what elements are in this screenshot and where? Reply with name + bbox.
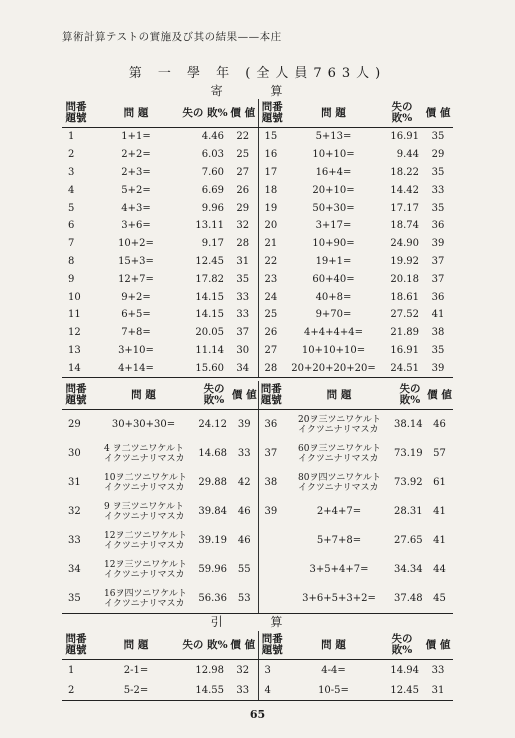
table-row xyxy=(62,199,453,217)
failure-rate: 6.69 xyxy=(201,184,224,196)
table-row xyxy=(62,439,453,468)
table-row xyxy=(62,217,453,235)
question-text: 60+40= xyxy=(312,273,355,285)
failure-rate: 9.96 xyxy=(201,202,224,214)
table-row xyxy=(62,324,453,342)
question-text: 2+2= xyxy=(121,149,151,161)
question-line: 10ヲ二ツニワケルト xyxy=(104,472,187,483)
question-text: 10+90= xyxy=(312,238,355,250)
header-value: 價 値 xyxy=(426,381,453,410)
question-value: 57 xyxy=(433,448,446,459)
table-row xyxy=(62,253,453,271)
question-number: 36 xyxy=(258,410,284,440)
question-number: 2 xyxy=(62,680,90,701)
failure-rate: 21.89 xyxy=(390,327,419,339)
question-text xyxy=(90,497,197,526)
question-text: 4-4= xyxy=(321,664,346,676)
failure-rate: 12.98 xyxy=(195,664,224,676)
question-number: 38 xyxy=(258,468,284,497)
question-text: 9+2= xyxy=(121,291,151,303)
question-text: 5+7+8= xyxy=(316,535,362,546)
table-row xyxy=(62,128,453,146)
header-rate: 失の 敗% xyxy=(381,631,423,660)
question-number: 11 xyxy=(68,309,81,321)
question-value: 39 xyxy=(423,359,453,377)
table-row xyxy=(62,468,453,497)
question-number: 2 xyxy=(68,149,75,161)
question-number: 3 xyxy=(68,166,75,178)
question-number: 30 xyxy=(68,448,81,459)
question-line: イクツニナリマスカ xyxy=(298,424,379,435)
question-value: 30 xyxy=(236,344,250,356)
header-rate: 失の 敗% xyxy=(197,381,231,410)
question-line: 12ヲ三ツニワケルト xyxy=(104,559,187,570)
failure-rate: 18.61 xyxy=(390,291,419,303)
question-number: 33 xyxy=(68,535,81,546)
question-text xyxy=(90,555,197,584)
question-line: イクツニナリマスカ xyxy=(104,453,185,464)
failure-rate: 17.82 xyxy=(195,273,224,285)
question-text xyxy=(284,410,394,440)
question-number: 23 xyxy=(258,270,286,288)
failure-rate: 14.15 xyxy=(195,309,224,321)
question-text: 6+5= xyxy=(121,309,151,321)
failure-rate: 34.34 xyxy=(394,564,423,575)
question-number: 17 xyxy=(258,164,286,182)
failure-rate: 11.14 xyxy=(195,344,224,356)
question-value: 35 xyxy=(431,131,445,143)
question-number: 1 xyxy=(68,131,75,143)
question-number: 8 xyxy=(68,255,75,267)
question-value: 41 xyxy=(433,506,446,517)
question-text xyxy=(90,439,197,468)
question-line: 4 ヲ二ツニワケルト xyxy=(104,443,184,454)
question-line: イクツニナリマスカ xyxy=(298,453,379,464)
question-number: 4 xyxy=(68,184,75,196)
question-number: 4 xyxy=(258,680,286,701)
question-number: 21 xyxy=(258,235,286,253)
failure-rate: 18.74 xyxy=(390,220,419,232)
question-value: 42 xyxy=(237,477,251,488)
question-value: 37 xyxy=(236,327,250,339)
table-row xyxy=(62,680,453,701)
table-row xyxy=(62,497,453,526)
question-line: イクツニナリマスカ xyxy=(104,540,185,551)
question-value: 39 xyxy=(431,238,445,250)
question-value: 31 xyxy=(423,680,453,701)
question-text: 12+7= xyxy=(118,273,154,285)
table-row xyxy=(62,359,453,377)
question-value: 35 xyxy=(431,166,445,178)
question-number: 13 xyxy=(68,344,81,356)
failure-rate: 14.42 xyxy=(390,184,419,196)
question-value: 22 xyxy=(236,131,250,143)
question-text: 2+3= xyxy=(121,166,151,178)
question-value: 33 xyxy=(228,680,258,701)
question-number: 10 xyxy=(68,291,81,303)
question-value: 39 xyxy=(237,419,251,430)
question-value: 41 xyxy=(431,309,445,321)
question-number: 35 xyxy=(62,584,90,614)
header-question: 問 題 xyxy=(90,631,182,660)
question-number: 18 xyxy=(258,181,286,199)
addition-heading: 寄 算 xyxy=(210,84,305,98)
question-text: 2+4+7= xyxy=(316,506,362,517)
question-value: 46 xyxy=(237,535,251,546)
failure-rate: 27.52 xyxy=(390,309,419,321)
question-number: 1 xyxy=(68,664,75,676)
failure-rate: 24.51 xyxy=(381,359,423,377)
question-number xyxy=(258,584,284,614)
failure-rate: 18.22 xyxy=(390,166,419,178)
question-text: 4+4+4+4= xyxy=(304,327,363,339)
question-line: 9 ヲ三ツニワケルト xyxy=(104,501,184,512)
question-number: 26 xyxy=(258,324,286,342)
header-question: 問 題 xyxy=(90,99,182,128)
question-number: 9 xyxy=(68,273,75,285)
table-row xyxy=(62,342,453,360)
failure-rate: 16.91 xyxy=(390,344,419,356)
header-num: 問番 題號 xyxy=(62,99,90,128)
failure-rate: 14.68 xyxy=(198,448,227,459)
header-value: 價 値 xyxy=(228,631,258,660)
failure-rate: 14.55 xyxy=(182,680,228,701)
question-text: 7+8= xyxy=(121,327,151,339)
table-row xyxy=(62,660,453,681)
question-text xyxy=(284,468,394,497)
question-text: 5+13= xyxy=(315,131,352,143)
header-rate: 失の 敗% xyxy=(182,631,228,660)
failure-rate: 12.45 xyxy=(195,255,224,267)
table-row xyxy=(62,526,453,555)
question-text: 30+30+30= xyxy=(111,419,176,430)
addition-table-bottom xyxy=(62,381,453,614)
question-value: 45 xyxy=(426,584,453,614)
question-number: 20 xyxy=(258,217,286,235)
question-value: 53 xyxy=(231,584,258,614)
question-line: 16ヲ四ツニワケルト xyxy=(104,588,187,599)
failure-rate: 20.05 xyxy=(195,327,224,339)
question-value: 31 xyxy=(236,255,250,267)
header-num: 問番 題號 xyxy=(258,381,284,410)
question-number: 39 xyxy=(258,497,284,526)
table-row xyxy=(62,306,453,324)
question-number: 6 xyxy=(68,220,75,232)
question-text: 9+70= xyxy=(315,309,352,321)
table-row xyxy=(62,181,453,199)
question-text: 16+4= xyxy=(315,166,352,178)
failure-rate: 12.45 xyxy=(381,680,423,701)
question-text: 3+17= xyxy=(315,220,352,232)
failure-rate: 15.60 xyxy=(182,359,228,377)
question-value: 55 xyxy=(237,564,251,575)
question-text: 4+3= xyxy=(121,202,151,214)
question-value: 36 xyxy=(431,291,445,303)
question-number: 22 xyxy=(258,253,286,271)
failure-rate: 6.03 xyxy=(201,149,224,161)
question-line: イクツニナリマスカ xyxy=(104,569,185,580)
table-row xyxy=(62,164,453,182)
question-number: 19 xyxy=(258,199,286,217)
failure-rate: 56.36 xyxy=(197,584,231,614)
question-value: 44 xyxy=(433,564,446,575)
question-value: 29 xyxy=(431,149,445,161)
question-text: 20+10= xyxy=(312,184,355,196)
header-question: 問 題 xyxy=(284,381,394,410)
question-value: 33 xyxy=(431,184,445,196)
question-text: 5+2= xyxy=(121,184,151,196)
question-text: 3+10= xyxy=(118,344,154,356)
question-text: 3+6= xyxy=(121,220,151,232)
failure-rate: 14.94 xyxy=(390,664,419,676)
question-value: 25 xyxy=(236,149,250,161)
failure-rate: 24.90 xyxy=(390,238,419,250)
question-line: 80ヲ四ツニワケルト xyxy=(298,472,381,483)
question-line: イクツニナリマスカ xyxy=(104,511,185,522)
question-number: 31 xyxy=(68,477,81,488)
question-number: 32 xyxy=(68,506,81,517)
question-number: 7 xyxy=(68,238,75,250)
question-text xyxy=(90,584,197,614)
question-value: 33 xyxy=(237,448,251,459)
question-number: 12 xyxy=(68,327,81,339)
failure-rate: 27.65 xyxy=(394,535,423,546)
table-row xyxy=(62,235,453,253)
question-text: 3+5+4+7= xyxy=(309,564,369,575)
header-question: 問 題 xyxy=(90,381,197,410)
question-value: 32 xyxy=(236,664,250,676)
question-value: 37 xyxy=(431,255,445,267)
header-question: 問 題 xyxy=(286,631,381,660)
question-number: 5 xyxy=(68,202,75,214)
failure-rate: 20.18 xyxy=(390,273,419,285)
failure-rate: 4.46 xyxy=(201,131,224,143)
question-line: イクツニナリマスカ xyxy=(104,482,185,493)
header-value: 價 値 xyxy=(423,631,453,660)
page-number: 65 xyxy=(249,708,266,721)
failure-rate: 17.17 xyxy=(390,202,419,214)
failure-rate: 73.19 xyxy=(394,448,423,459)
question-line: 12ヲ二ツニワケルト xyxy=(104,530,187,541)
subtraction-table xyxy=(62,631,453,701)
question-number: 25 xyxy=(258,306,286,324)
question-text: 10+2= xyxy=(118,238,154,250)
question-text: 1+1= xyxy=(121,131,151,143)
question-text: 10+10+10= xyxy=(301,344,366,356)
question-line: 20ヲ三ツニワケルト xyxy=(298,414,381,425)
table-row xyxy=(62,146,453,164)
question-value: 46 xyxy=(433,419,446,430)
header-num: 問番 題號 xyxy=(62,631,90,660)
failure-rate: 19.92 xyxy=(390,255,419,267)
header-num: 問番 題號 xyxy=(62,381,90,410)
failure-rate: 9.44 xyxy=(396,149,419,161)
failure-rate: 59.96 xyxy=(198,564,227,575)
failure-rate: 73.92 xyxy=(394,477,423,488)
question-value: 46 xyxy=(237,506,251,517)
table-row xyxy=(62,270,453,288)
header-num: 問番 題號 xyxy=(258,631,286,660)
question-number: 3 xyxy=(258,660,286,681)
question-value: 26 xyxy=(236,184,250,196)
question-value: 29 xyxy=(236,202,250,214)
question-value: 27 xyxy=(236,166,250,178)
running-head: 算術計算テストの實施及び其の結果——本庄 xyxy=(62,31,282,43)
question-value: 33 xyxy=(236,291,250,303)
question-value: 28 xyxy=(236,238,250,250)
question-text: 10+10= xyxy=(312,149,355,161)
question-text: 15+3= xyxy=(118,255,154,267)
question-number: 28 xyxy=(258,359,286,377)
failure-rate: 24.12 xyxy=(198,419,227,430)
subtraction-heading: 引 算 xyxy=(210,615,305,629)
question-text: 2-1= xyxy=(123,664,149,676)
failure-rate: 9.17 xyxy=(201,238,224,250)
question-number: 29 xyxy=(68,419,81,430)
question-number: 34 xyxy=(68,564,81,575)
question-value: 33 xyxy=(236,309,250,321)
question-number xyxy=(258,555,284,584)
question-text: 40+8= xyxy=(315,291,352,303)
question-value: 36 xyxy=(431,220,445,232)
question-text: 50+30= xyxy=(312,202,355,214)
question-value: 33 xyxy=(431,664,445,676)
question-number: 15 xyxy=(258,128,286,146)
question-value: 35 xyxy=(431,202,445,214)
question-line: イクツニナリマスカ xyxy=(298,482,379,493)
failure-rate: 14.15 xyxy=(195,291,224,303)
question-number: 27 xyxy=(258,342,286,360)
question-value: 61 xyxy=(433,477,446,488)
question-number: 24 xyxy=(258,288,286,306)
failure-rate: 7.60 xyxy=(201,166,224,178)
failure-rate: 29.88 xyxy=(198,477,227,488)
question-line: 60ヲ三ツニワケルト xyxy=(298,443,381,454)
table-row xyxy=(62,555,453,584)
question-text: 20+20+20+20= xyxy=(286,359,381,377)
header-value: 價 値 xyxy=(423,99,453,128)
question-text xyxy=(284,439,394,468)
table-row xyxy=(62,410,453,440)
question-number: 37 xyxy=(258,439,284,468)
question-text xyxy=(90,468,197,497)
failure-rate: 28.31 xyxy=(394,506,423,517)
question-value: 37 xyxy=(431,273,445,285)
failure-rate: 16.91 xyxy=(390,131,419,143)
question-line: イクツニナリマスカ xyxy=(104,598,185,609)
header-value: 價 値 xyxy=(228,99,258,128)
question-number: 14 xyxy=(62,359,90,377)
question-value: 32 xyxy=(236,220,250,232)
question-number: 16 xyxy=(258,146,286,164)
table-row xyxy=(62,584,453,614)
question-value: 35 xyxy=(236,273,250,285)
question-value: 34 xyxy=(228,359,258,377)
header-question: 問 題 xyxy=(286,99,381,128)
failure-rate: 38.14 xyxy=(394,419,423,430)
question-text xyxy=(90,526,197,555)
failure-rate: 39.84 xyxy=(198,506,227,517)
question-value: 35 xyxy=(431,344,445,356)
header-rate: 失の 敗% xyxy=(182,99,228,128)
addition-table-top xyxy=(62,99,453,378)
table-row xyxy=(62,288,453,306)
question-text: 3+6+5+3+2= xyxy=(284,584,394,614)
failure-rate: 13.11 xyxy=(195,220,224,232)
failure-rate: 39.19 xyxy=(198,535,227,546)
header-value: 價 値 xyxy=(231,381,258,410)
header-rate: 失の 敗% xyxy=(394,381,426,410)
question-number xyxy=(258,526,284,555)
question-text: 4+14= xyxy=(90,359,182,377)
question-value: 38 xyxy=(431,327,445,339)
question-text: 5-2= xyxy=(90,680,182,701)
failure-rate: 37.48 xyxy=(394,584,426,614)
section-title: 第 一 學 年 (全人員763人) xyxy=(128,66,387,81)
question-value: 41 xyxy=(433,535,446,546)
header-num: 問番 題號 xyxy=(258,99,286,128)
question-text: 19+1= xyxy=(315,255,352,267)
header-rate: 失の 敗% xyxy=(381,99,423,128)
question-text: 10-5= xyxy=(286,680,381,701)
